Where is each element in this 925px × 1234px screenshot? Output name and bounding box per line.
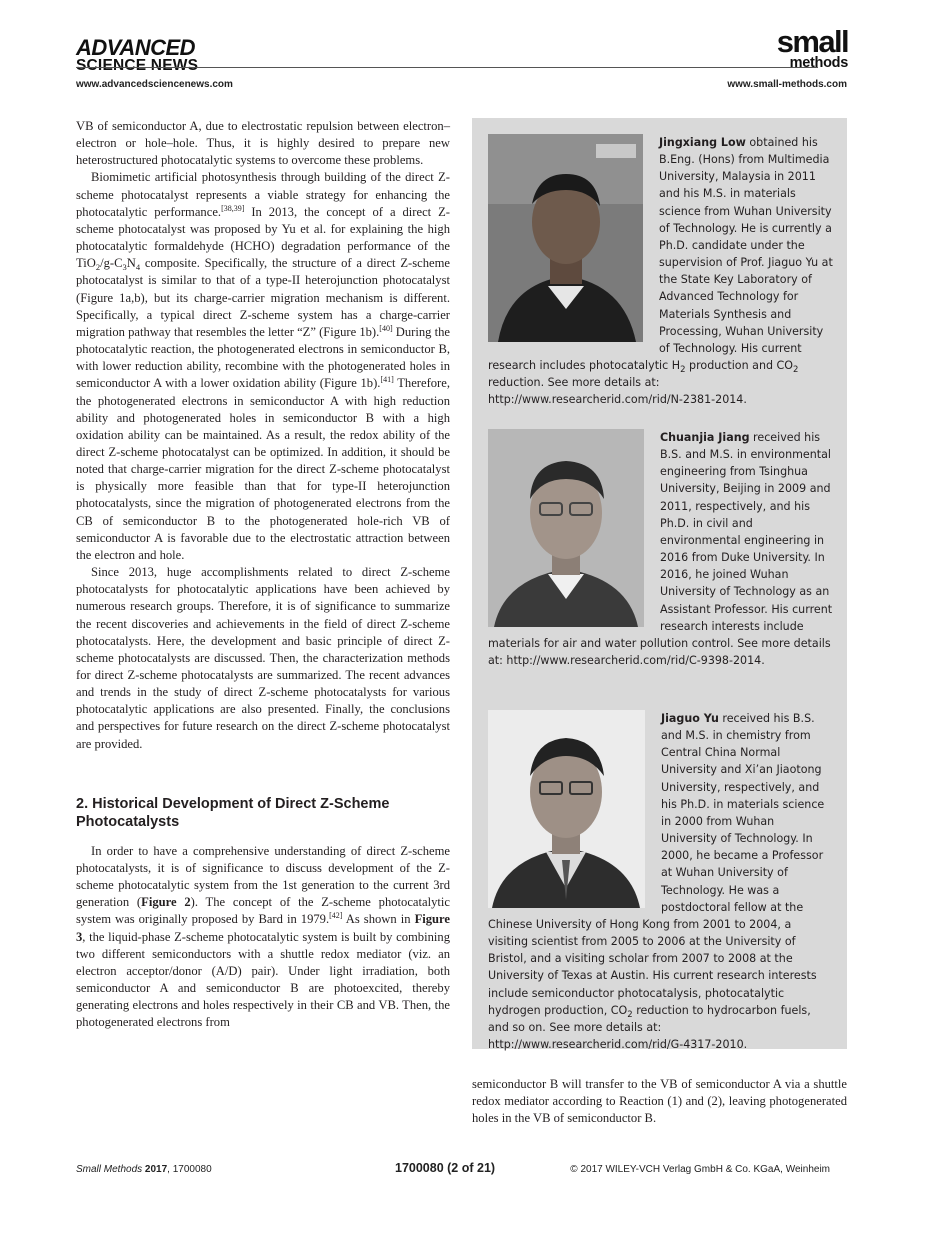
citation[interactable]: [42]	[329, 911, 343, 921]
paragraph: Biomimetic artificial photosynthesis through building of the direct Z-scheme photocatalyst represents a viable strategy for enhancing the photocatalytic performance.[38,39] In 2013, the concept of a direct Z-scheme photocatalyst was proposed by Yu et al. for explaining the high photocatalytic formaldehyde (HCHO) degradation performance of the $TiO_2/g-C_3N_4$ composite. Specifically, the structure of a direct Z-scheme photocatalyst is similar to that of a type-II heterojunction photocatalyst (Figure 1a,b), but its charge-carrier migration mechanism is different. Specifically, a typical direct Z-scheme system has a charge-carrier migration pathway that resembles the letter “Z” (Figure 1b).[40] During the photocatalytic reaction, the photogenerated electrons in semiconductor B, with lower reduction ability, recombine with the photogenerated holes in semiconductor A with a lower oxidation ability (Figure 1b).[41] Therefore, the photogenerated electrons in semiconductor A with high reduction ability and photogenerated holes in semiconductor B with a high oxidation ability can be maintained. As a result, the redox ability of the direct Z-scheme photocatalyst can be optimized. In addition, it should be noted that charge-carrier migration for the direct Z-scheme photocatalyst is physically more feasible than that for type-II heterojunction photocatalysts, since the migration of photogenerated electrons from the CB of semiconductor B to the photogenerated hole-rich VB of semiconductor A is favorable due to the electrostatic attraction between the electron and hole.	[76, 170, 450, 562]
paragraph: In order to have a comprehensive understanding of direct Z-scheme photocatalysts, it is of significance to discuss development of the Z-scheme photocatalytic system from the 1st generation to the current 3rd generation (Figure 2). The concept of the Z-scheme photocatalytic system was originally proposed by Bard in 1979.[42] As shown in Figure 3, the liquid-phase Z-scheme photocatalytic system is built by combining two different semiconductors with a shuttle redox mediator (viz. an electron acceptor/donor (A/D) pair). Under light irradiation, both semiconductor A and semiconductor B are photoexcited, thereby generating electrons and holes respectively in their CB and VB. Then, the photogenerated electrons from	[76, 843, 451, 1030]
footer-citation: Small Methods 2017, 1700080	[76, 1164, 212, 1175]
bio-chuanjia-jiang: Chuanjia Jiang received his B.S. and M.S. in environmental engineering from Tsinghua University, Beijing in 2009 and 2011, respectively, and his Ph.D. in civil and environmental engineering in 2016 from Duke University. In 2016, he joined Wuhan University of Technology as an Assistant Professor. His current research interests include materials for air and water pollution control. See more details at: http://www.researcherid.com/rid/C-9398-2014.	[488, 431, 833, 668]
section-heading: 2. Historical Development of Direct Z-Scheme Photocatalysts	[76, 795, 390, 830]
author-photo-yu	[488, 710, 645, 908]
brand-line-advanced: ADVANCED	[76, 35, 196, 60]
journal-url[interactable]: www.small-methods.com	[727, 79, 847, 90]
bio-jingxiang-low: Jingxiang Low obtained his B.Eng. (Hons) from Multimedia University, Malaysia in 2011 and his M.S. in materials science from Wuhan University of Technology. He is currently a Ph.D. candidate under the supervision of Prof. Jiaguo Yu at the State Key Laboratory of Advanced Technology for Materials Synthesis and Processing, Wuhan University of Technology. His current research includes photocatalytic $H_2$ production and $CO_2$ reduction. See more details at: http://www.researcherid.com/rid/N-2381-2014.	[488, 136, 833, 407]
author-photo-low	[488, 134, 643, 342]
bio-jiaguo-yu: Jiaguo Yu received his B.S. and M.S. in chemistry from Central China Normal University and Xi’an Jiaotong University, respectively, and his Ph.D. in materials science in 2000 from Wuhan University of Technology. In 2000, he became a Professor at Wuhan University of Technology. He was a postdoctoral fellow at the Chinese University of Hong Kong from 2001 to 2004, a visiting scientist from 2005 to 2006 at the University of Bristol, and a visiting scholar from 2007 to 2008 at the University of Texas at Austin. His current research interests include semiconductor photocatalysis, photocatalytic hydrogen production, $CO_2$ reduction to hydrocarbon fuels, and so on. See more details at: http://www.researcherid.com/rid/G-4317-2010.	[488, 712, 825, 1051]
paragraph: VB of semiconductor A, due to electrostatic repulsion between electron–electron or hole–hole. Thus, it is highly desired to prepare new heterostructured photocatalytic systems to overcome these problems.	[76, 119, 450, 168]
footer-copyright: © 2017 WILEY-VCH Verlag GmbH & Co. KGaA, Weinheim	[570, 1164, 830, 1175]
author-biographies-box	[472, 118, 847, 1049]
bio-name: Jingxiang Low	[659, 136, 746, 149]
figure-ref[interactable]: Figure 2	[141, 895, 191, 910]
footer-page-number: 1700080 (2 of 21)	[395, 1161, 496, 1175]
citation[interactable]: [40]	[379, 323, 393, 333]
paragraph: semiconductor B will transfer to the VB of semiconductor A via a shuttle redox mediator according to Reaction (1) and (2), leaving photogenerated holes in the VB of semiconductor B.	[472, 1077, 847, 1126]
header-rule	[76, 67, 818, 68]
figure-ref[interactable]: Figure 3	[76, 912, 451, 944]
bio-name: Jiaguo Yu	[661, 712, 719, 725]
publisher-url[interactable]: www.advancedsciencenews.com	[76, 79, 233, 90]
brand-line-science-news: SCIENCE NEWS	[76, 57, 199, 74]
paragraph: Since 2013, huge accomplishments related to direct Z-scheme photocatalysts for photocatalytic applications have been achieved by numerous research groups. Therefore, it is of significance to summarize the recent discoveries and achievements in the field of direct Z-scheme photocatalysts. Here, the development and basic principle of direct Z-scheme photocatalysts are discussed. Then, the characterization methods for direct Z-scheme photocatalysts are summarized. The recent advances and trends in the study of direct Z-scheme photocatalysts for various photocatalytic applications are also presented. Finally, the conclusions and perspectives for future research on the direct Z-scheme photocatalyst are provided.	[76, 565, 450, 751]
citation[interactable]: [41]	[380, 375, 394, 385]
citation[interactable]: [38,39]	[221, 203, 245, 213]
left-column	[76, 118, 450, 1032]
right-column	[472, 1076, 847, 1127]
journal-logo-methods: methods	[789, 55, 848, 71]
advanced-science-news-logo	[76, 35, 199, 74]
author-photo-jiang	[488, 429, 644, 627]
bio-name: Chuanjia Jiang	[660, 431, 750, 444]
journal-logo-small: small	[776, 24, 848, 59]
small-methods-logo	[776, 24, 848, 71]
